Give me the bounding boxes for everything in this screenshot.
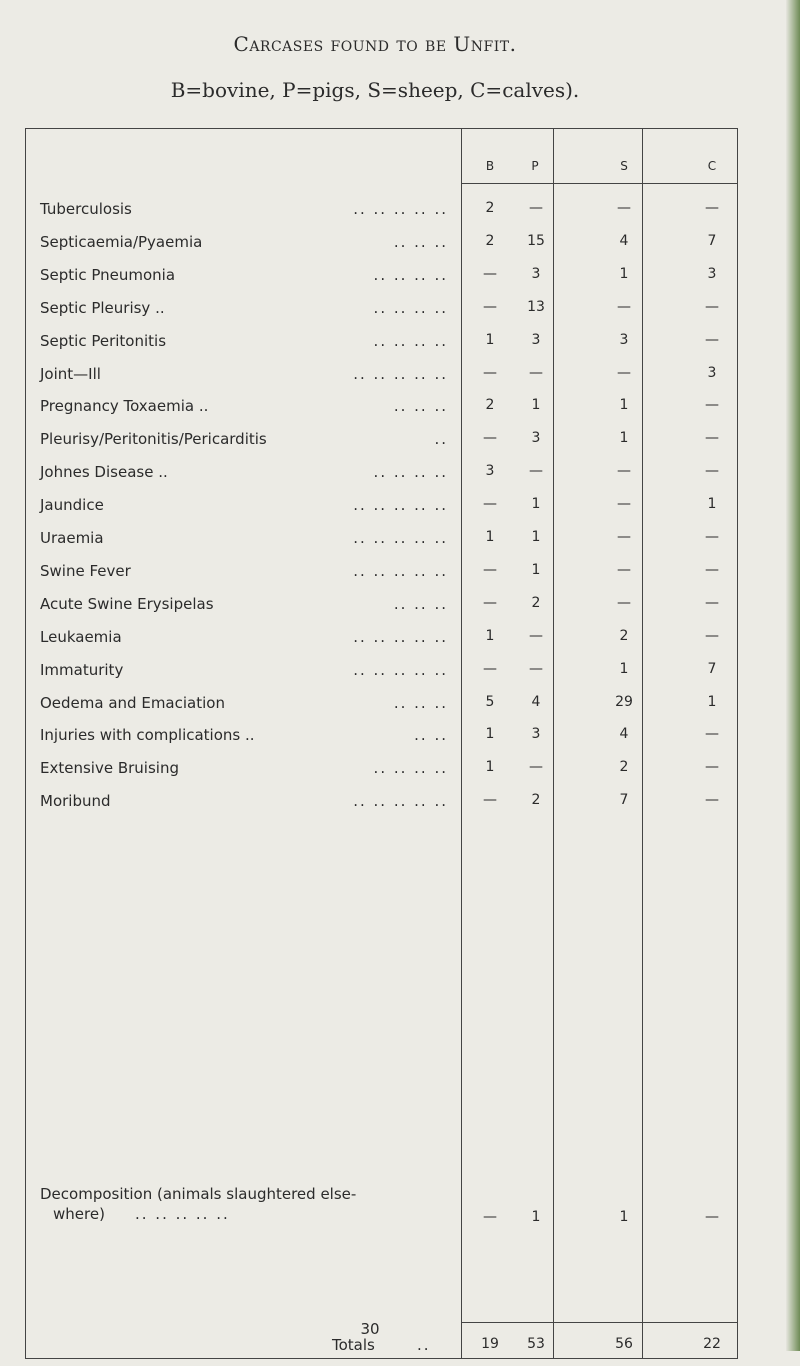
cell-bovine: 1 [485,332,495,348]
cell-pigs: 13 [527,299,545,315]
cell-pigs: 2 [531,595,541,611]
cell-pigs: — [529,759,543,775]
total-bovine: 19 [481,1336,499,1352]
cell-calves: — [705,430,719,446]
table-row [25,233,738,263]
row-label: Injuries with complications .. [40,726,255,744]
cell-bovine: 1 [485,726,495,742]
cell-pigs: 1 [531,397,541,413]
cell-calves: — [705,595,719,611]
row-label: Pleurisy/Peritonitis/Pericarditis [40,430,267,448]
row-label: Pregnancy Toxaemia .. [40,397,209,415]
cell-sheep: 7 [619,792,629,808]
table-row-decomposition [25,1185,738,1245]
cell-pigs: 1 [531,529,541,545]
cell-calves: — [705,332,719,348]
cell-calves: 3 [707,266,717,282]
cell-calves: — [705,562,719,578]
leader-dots: .. .. .. .. [373,299,448,317]
cell-sheep: — [617,463,631,479]
cell-bovine: 1 [485,529,495,545]
cell-calves: — [705,792,719,808]
leader-dots: .. .. .. [393,595,448,613]
table-row [25,792,738,822]
table-row [25,430,738,460]
row-label: Septicaemia/Pyaemia [40,233,203,251]
total-sheep: 56 [615,1336,633,1352]
leader-dots: .. .. .. [393,397,448,415]
cell-sheep: — [617,200,631,216]
row-label: Johnes Disease .. [40,463,168,481]
cell-sheep: — [617,595,631,611]
row-label: Tuberculosis [40,200,132,218]
cell-sheep: 1 [619,397,629,413]
cell-pigs: 15 [527,233,545,249]
table-row [25,332,738,362]
totals-label: Totals [332,1336,375,1354]
table-row-totals [25,1336,738,1366]
row-label: Septic Pneumonia [40,266,176,284]
cell-pigs: — [529,628,543,644]
row-label: Leukaemia [40,628,122,646]
column-header-calves: C [707,159,717,173]
cell-sheep: — [617,299,631,315]
leader-dots: .. .. .. .. .. [353,562,448,580]
row-label: Extensive Bruising [40,759,179,777]
cell-sheep: 4 [619,233,629,249]
cell-pigs: 3 [531,266,541,282]
row-label: Moribund [40,792,111,810]
table-row [25,365,738,395]
cell-sheep: 2 [619,759,629,775]
table-row [25,496,738,526]
cell-bovine: — [483,661,497,677]
cell-pigs: — [529,365,543,381]
table-row [25,726,738,756]
row-label: Swine Fever [40,562,131,580]
cell-sheep: 1 [619,266,629,282]
cell-calves: — [705,759,719,775]
row-label: Jaundice [40,496,104,514]
table-row [25,299,738,329]
row-label: Acute Swine Erysipelas [40,595,214,613]
row-label: Joint—Ill [40,365,101,383]
leader-dots: .. .. .. [393,694,448,712]
leader-dots: .. .. .. .. .. [353,628,448,646]
cell-calves: — [705,628,719,644]
leader-dots: .. [417,1336,431,1354]
cell-calves: 7 [707,233,717,249]
leader-dots: .. .. .. .. [373,759,448,777]
cell-pigs: 1 [531,562,541,578]
cell-bovine: — [483,792,497,808]
cell-pigs: 4 [531,694,541,710]
leader-dots: .. .. .. .. [373,266,448,284]
row-label: Oedema and Emaciation [40,694,225,712]
leader-dots: .. [434,430,448,448]
row-label-continued: where) [53,1205,105,1223]
cell-sheep: — [617,365,631,381]
cell-sheep: 1 [619,661,629,677]
cell-pigs: 3 [531,332,541,348]
row-label: Septic Peritonitis [40,332,167,350]
cell-calves: — [705,726,719,742]
page-number: 30 [360,1320,380,1338]
row-label: Immaturity [40,661,124,679]
cell-bovine: 2 [485,233,495,249]
cell-calves: — [705,200,719,216]
table-top-border [25,128,738,129]
row-label: Uraemia [40,529,104,547]
cell-bovine: 3 [485,463,495,479]
cell-sheep: 1 [619,1209,629,1225]
cell-pigs: — [529,463,543,479]
cell-bovine: — [483,365,497,381]
leader-dots: .. .. .. .. .. [135,1205,230,1223]
table-row [25,562,738,592]
column-header-bovine: B [485,159,495,173]
total-calves: 22 [703,1336,721,1352]
cell-bovine: — [483,562,497,578]
cell-bovine: 2 [485,397,495,413]
cell-bovine: 2 [485,200,495,216]
cell-bovine: — [483,266,497,282]
cell-pigs: 1 [531,1209,541,1225]
leader-dots: .. .. .. [393,233,448,251]
cell-bovine: 1 [485,759,495,775]
table-row [25,595,738,625]
cell-calves: — [705,397,719,413]
cell-bovine: — [483,430,497,446]
cell-pigs: 3 [531,726,541,742]
cell-pigs: — [529,661,543,677]
cell-calves: 3 [707,365,717,381]
page-edge-shadow [786,0,800,1351]
leader-dots: .. .. .. .. [373,332,448,350]
table-row [25,529,738,559]
cell-calves: — [705,299,719,315]
leader-dots: .. .. .. .. .. [353,365,448,383]
cell-pigs: 2 [531,792,541,808]
cell-calves: — [705,529,719,545]
table-row [25,661,738,691]
totals-rule [461,1322,738,1323]
cell-bovine: 5 [485,694,495,710]
cell-sheep: 4 [619,726,629,742]
cell-calves: 7 [707,661,717,677]
row-label: Decomposition (animals slaughtered else- [40,1185,357,1203]
leader-dots: .. .. .. .. [373,463,448,481]
cell-calves: 1 [707,496,717,512]
table-row [25,200,738,230]
cell-bovine: — [483,496,497,512]
column-header-pigs: P [531,159,539,173]
table-row [25,759,738,789]
cell-sheep: — [617,529,631,545]
table-row [25,694,738,724]
cell-pigs: — [529,200,543,216]
leader-dots: .. .. .. .. .. [353,200,448,218]
table-row [25,463,738,493]
page-subtitle: B=bovine, P=pigs, S=sheep, C=calves). [170,78,580,102]
leader-dots: .. .. .. .. .. [353,792,448,810]
cell-sheep: 2 [619,628,629,644]
leader-dots: .. .. .. .. .. [353,496,448,514]
cell-calves: — [705,463,719,479]
cell-bovine: 1 [485,628,495,644]
row-label: Septic Pleurisy .. [40,299,165,317]
cell-bovine: — [483,299,497,315]
cell-sheep: 1 [619,430,629,446]
table-row [25,266,738,296]
cell-pigs: 3 [531,430,541,446]
cell-sheep: 29 [615,694,633,710]
cell-sheep: 3 [619,332,629,348]
column-header-sheep: S [620,159,628,173]
cell-calves: — [705,1209,719,1225]
header-underline [461,183,738,184]
cell-sheep: — [617,562,631,578]
leader-dots: .. .. .. .. .. [353,661,448,679]
cell-pigs: 1 [531,496,541,512]
table-row [25,628,738,658]
cell-sheep: — [617,496,631,512]
leader-dots: .. .. .. .. .. [353,529,448,547]
page-title: Carcases found to be Unfit. [233,32,517,56]
cell-calves: 1 [707,694,717,710]
table-row [25,397,738,427]
cell-bovine: — [483,595,497,611]
total-pigs: 53 [527,1336,545,1352]
leader-dots: .. .. [414,726,448,744]
cell-bovine: — [483,1209,497,1225]
carcases-table [25,128,738,1360]
